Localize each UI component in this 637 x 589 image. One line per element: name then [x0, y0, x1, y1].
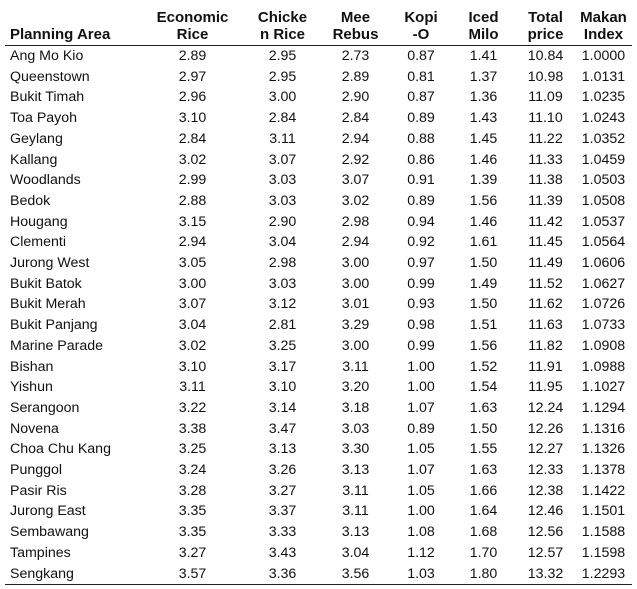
cell-chicken-rice: 3.47 [268, 420, 297, 437]
cell-economic-rice: 2.97 [178, 68, 207, 85]
cell-chicken-rice: 3.13 [268, 441, 297, 458]
cell-mee-rebus: 3.07 [341, 172, 370, 189]
table-row [5, 253, 632, 274]
column-header-line2: Planning Area [10, 26, 111, 43]
table-header [5, 3, 632, 46]
cell-kopi-o: 0.98 [407, 317, 435, 334]
column-header-kopi-o [391, 3, 451, 46]
header-row [5, 3, 632, 46]
table-row [5, 377, 632, 398]
cell-area: Choa Chu Kang [10, 441, 111, 458]
cell-area: Bedok [10, 192, 51, 209]
cell-kopi-o: 0.88 [407, 130, 435, 147]
cell-area: Woodlands [10, 172, 81, 189]
cell-area: Sembawang [10, 524, 89, 541]
cell-economic-rice: 2.96 [178, 89, 207, 106]
table-body [5, 46, 632, 585]
cell-total-price: 11.52 [528, 275, 563, 292]
cell-mee-rebus: 3.11 [342, 503, 369, 520]
cell-mee-rebus: 2.89 [341, 68, 370, 85]
cell-mee-rebus: 3.02 [341, 192, 370, 209]
cell-mee-rebus: 2.90 [341, 89, 370, 106]
cell-kopi-o: 1.03 [391, 564, 451, 585]
cell-mee-rebus: 3.01 [341, 296, 370, 313]
cell-mee-rebus: 3.13 [341, 462, 370, 479]
cell-area: Toa Payoh [10, 110, 78, 127]
cell-mee-rebus: 2.73 [341, 48, 370, 64]
cell-iced-milo: 1.63 [469, 462, 498, 479]
cell-kopi-o: 0.93 [407, 296, 435, 313]
cell-chicken-rice: 3.37 [268, 503, 297, 520]
cell-makan-index: 1.1027 [581, 379, 626, 396]
cell-economic-rice: 3.22 [178, 399, 207, 416]
cell-iced-milo: 1.49 [469, 275, 498, 292]
cell-total-price: 13.32 [516, 564, 575, 585]
price-table-container [5, 3, 632, 585]
table-row [5, 419, 632, 440]
cell-chicken-rice: 2.90 [268, 213, 297, 230]
cell-kopi-o: 0.87 [407, 48, 435, 64]
column-header-makan-index [575, 3, 632, 46]
cell-total-price: 10.84 [527, 48, 564, 64]
cell-total-price: 11.91 [528, 358, 563, 375]
cell-chicken-rice: 3.03 [268, 192, 297, 209]
cell-makan-index: 1.0243 [581, 110, 626, 127]
cell-iced-milo: 1.70 [469, 544, 498, 561]
table-row [5, 170, 632, 191]
cell-total-price: 11.82 [528, 337, 563, 354]
cell-makan-index: 1.1588 [581, 524, 626, 541]
cell-iced-milo: 1.45 [469, 130, 498, 147]
cell-iced-milo: 1.36 [469, 89, 498, 106]
cell-kopi-o: 0.89 [407, 420, 435, 437]
column-header-line2: Milo [468, 26, 499, 43]
cell-total-price: 12.57 [527, 544, 564, 561]
column-header-line1 [10, 9, 140, 26]
cell-chicken-rice: 3.25 [268, 337, 297, 354]
cell-total-price: 11.95 [528, 379, 563, 396]
cell-mee-rebus: 3.20 [341, 379, 370, 396]
cell-economic-rice: 3.02 [178, 337, 207, 354]
table-row [5, 232, 632, 253]
cell-total-price: 11.10 [528, 110, 563, 127]
cell-kopi-o: 0.99 [407, 275, 435, 292]
cell-makan-index: 1.0988 [581, 358, 626, 375]
cell-kopi-o: 0.89 [407, 110, 435, 127]
cell-total-price: 12.24 [527, 399, 564, 416]
column-header-line1: Chicke [257, 9, 308, 26]
cell-makan-index: 1.0564 [581, 234, 626, 251]
cell-makan-index: 1.2293 [575, 564, 632, 585]
table-row [5, 315, 632, 336]
cell-makan-index: 1.1378 [581, 462, 626, 479]
cell-iced-milo: 1.50 [469, 296, 498, 313]
cell-kopi-o: 1.05 [407, 482, 435, 499]
cell-chicken-rice: 3.04 [268, 234, 297, 251]
cell-kopi-o: 1.00 [407, 379, 435, 396]
cell-mee-rebus: 3.18 [341, 399, 370, 416]
cell-kopi-o: 0.81 [407, 68, 435, 85]
table-row [5, 67, 632, 88]
cell-mee-rebus: 3.29 [341, 317, 370, 334]
cell-total-price: 11.63 [528, 317, 563, 334]
cell-economic-rice: 3.25 [178, 441, 207, 458]
cell-total-price: 11.33 [528, 151, 563, 168]
column-header-line2: -O [412, 26, 430, 43]
cell-mee-rebus: 2.84 [341, 110, 370, 127]
cell-mee-rebus: 3.00 [341, 337, 370, 354]
cell-area: Hougang [10, 213, 68, 230]
column-header-chicken-rice [245, 3, 320, 46]
cell-makan-index: 1.1326 [581, 441, 626, 458]
cell-area: Marine Parade [10, 337, 104, 354]
cell-total-price: 12.46 [527, 503, 564, 520]
cell-mee-rebus: 2.98 [341, 213, 370, 230]
cell-area: Serangoon [10, 399, 80, 416]
column-header-line2: Rebus [332, 26, 379, 43]
cell-economic-rice: 3.15 [178, 213, 207, 230]
cell-total-price: 12.56 [527, 524, 564, 541]
cell-chicken-rice: 2.98 [268, 255, 297, 272]
cell-makan-index: 1.1422 [581, 482, 626, 499]
cell-economic-rice: 2.99 [178, 172, 207, 189]
cell-area: Tampines [10, 544, 71, 561]
cell-iced-milo: 1.41 [469, 48, 498, 64]
cell-area: Novena [10, 420, 59, 437]
cell-kopi-o: 0.97 [407, 255, 435, 272]
table-row [5, 336, 632, 357]
cell-economic-rice: 2.88 [178, 192, 207, 209]
cell-iced-milo: 1.56 [469, 337, 498, 354]
cell-economic-rice: 3.38 [178, 420, 207, 437]
cell-iced-milo: 1.56 [469, 192, 498, 209]
cell-iced-milo: 1.63 [469, 399, 498, 416]
cell-mee-rebus: 3.00 [341, 255, 370, 272]
cell-kopi-o: 1.00 [407, 358, 435, 375]
cell-mee-rebus: 2.92 [341, 151, 370, 168]
cell-total-price: 11.45 [528, 234, 563, 251]
column-header-line2: Index [583, 26, 624, 43]
table-row [5, 129, 632, 150]
cell-area: Punggol [10, 462, 63, 479]
column-header-mee-rebus [320, 3, 391, 46]
column-header-line1: Kopi [404, 9, 438, 26]
price-table [5, 3, 632, 585]
cell-kopi-o: 0.99 [407, 337, 435, 354]
cell-kopi-o: 0.89 [407, 192, 435, 209]
cell-chicken-rice: 2.95 [268, 48, 297, 64]
cell-kopi-o: 1.05 [407, 441, 435, 458]
cell-area: Pasir Ris [10, 482, 67, 499]
cell-total-price: 11.62 [528, 296, 563, 313]
cell-economic-rice: 2.94 [178, 234, 207, 251]
cell-makan-index: 1.0627 [581, 275, 626, 292]
cell-kopi-o: 1.08 [407, 524, 435, 541]
cell-kopi-o: 1.12 [407, 544, 435, 561]
cell-makan-index: 1.1316 [581, 420, 626, 437]
cell-total-price: 12.33 [527, 462, 564, 479]
cell-area: Bukit Batok [10, 275, 82, 292]
cell-economic-rice: 2.89 [178, 48, 207, 64]
table-row [5, 274, 632, 295]
table-row [5, 522, 632, 543]
cell-iced-milo: 1.46 [469, 151, 498, 168]
cell-economic-rice: 3.35 [178, 503, 207, 520]
cell-area: Yishun [10, 379, 53, 396]
column-header-line1: Total [528, 9, 563, 26]
cell-chicken-rice: 3.12 [268, 296, 297, 313]
cell-economic-rice: 3.07 [178, 296, 207, 313]
cell-economic-rice: 3.27 [178, 544, 207, 561]
cell-iced-milo: 1.61 [469, 234, 498, 251]
cell-economic-rice: 3.11 [179, 379, 206, 396]
cell-economic-rice: 3.10 [178, 358, 207, 375]
cell-total-price: 12.38 [527, 482, 564, 499]
cell-economic-rice: 3.57 [140, 564, 245, 585]
cell-iced-milo: 1.54 [469, 379, 498, 396]
cell-area: Clementi [10, 234, 66, 251]
cell-mee-rebus: 2.94 [341, 234, 370, 251]
cell-chicken-rice: 3.03 [268, 275, 297, 292]
column-header-line1: Mee [340, 9, 371, 26]
cell-kopi-o: 1.00 [407, 503, 435, 520]
column-header-line2: Rice [176, 26, 209, 43]
cell-area: Geylang [10, 130, 63, 147]
cell-economic-rice: 3.10 [178, 110, 207, 127]
cell-chicken-rice: 3.10 [268, 379, 297, 396]
cell-chicken-rice: 3.33 [268, 524, 297, 541]
cell-total-price: 11.42 [528, 213, 563, 230]
cell-economic-rice: 3.35 [178, 524, 207, 541]
cell-mee-rebus: 3.30 [341, 441, 370, 458]
cell-economic-rice: 3.28 [178, 482, 207, 499]
cell-economic-rice: 3.24 [178, 462, 207, 479]
cell-iced-milo: 1.52 [469, 358, 498, 375]
cell-area: Sengkang [5, 564, 140, 585]
cell-area: Kallang [10, 151, 58, 168]
table-row [5, 46, 632, 67]
cell-mee-rebus: 3.00 [341, 275, 370, 292]
cell-chicken-rice: 3.27 [268, 482, 297, 499]
cell-economic-rice: 3.05 [178, 255, 207, 272]
cell-mee-rebus: 3.04 [341, 544, 370, 561]
cell-chicken-rice: 3.36 [245, 564, 320, 585]
cell-total-price: 11.49 [528, 255, 563, 272]
table-row [5, 501, 632, 522]
cell-iced-milo: 1.43 [469, 110, 498, 127]
column-header-line2: n Rice [259, 26, 305, 43]
table-row [5, 87, 632, 108]
cell-chicken-rice: 3.11 [269, 130, 296, 147]
cell-economic-rice: 3.02 [178, 151, 207, 168]
cell-mee-rebus: 3.13 [341, 524, 370, 541]
cell-total-price: 11.38 [528, 172, 563, 189]
cell-mee-rebus: 3.56 [320, 564, 391, 585]
cell-kopi-o: 0.87 [407, 89, 435, 106]
column-header-area [5, 3, 140, 46]
cell-makan-index: 1.0352 [581, 130, 626, 147]
table-row [5, 564, 632, 585]
column-header-line1: Iced [468, 9, 499, 26]
cell-chicken-rice: 3.03 [268, 172, 297, 189]
table-row [5, 398, 632, 419]
cell-area: Jurong East [10, 503, 86, 520]
table-row [5, 191, 632, 212]
cell-chicken-rice: 3.07 [268, 151, 297, 168]
cell-makan-index: 1.1501 [581, 503, 626, 520]
table-row [5, 543, 632, 564]
cell-mee-rebus: 3.11 [342, 482, 369, 499]
cell-area: Jurong West [10, 255, 90, 272]
column-header-line2: price [527, 26, 564, 43]
column-header-line1: Makan [580, 9, 627, 26]
cell-total-price: 12.26 [527, 420, 564, 437]
cell-makan-index: 1.0459 [581, 151, 626, 168]
cell-iced-milo: 1.46 [469, 213, 498, 230]
cell-area: Bishan [10, 358, 54, 375]
cell-kopi-o: 0.94 [407, 213, 435, 230]
cell-economic-rice: 3.04 [178, 317, 207, 334]
cell-makan-index: 1.1598 [581, 544, 626, 561]
cell-iced-milo: 1.50 [469, 255, 498, 272]
cell-chicken-rice: 3.00 [268, 89, 297, 106]
cell-area: Bukit Panjang [10, 317, 98, 334]
cell-iced-milo: 1.50 [469, 420, 498, 437]
cell-chicken-rice: 2.95 [268, 68, 297, 85]
cell-makan-index: 1.1294 [581, 399, 626, 416]
cell-makan-index: 1.0537 [581, 213, 626, 230]
column-header-iced-milo [451, 3, 516, 46]
column-header-line1: Economic [156, 9, 229, 26]
cell-iced-milo: 1.66 [469, 482, 498, 499]
cell-chicken-rice: 3.17 [268, 358, 297, 375]
table-row [5, 150, 632, 171]
cell-iced-milo: 1.55 [469, 441, 498, 458]
cell-makan-index: 1.0508 [581, 192, 626, 209]
cell-makan-index: 1.0606 [581, 255, 626, 272]
cell-area: Bukit Timah [10, 89, 85, 106]
cell-area: Ang Mo Kio [10, 48, 84, 64]
cell-chicken-rice: 3.43 [268, 544, 297, 561]
cell-area: Queenstown [10, 68, 90, 85]
cell-makan-index: 1.0000 [581, 48, 626, 64]
cell-iced-milo: 1.51 [469, 317, 498, 334]
cell-iced-milo: 1.80 [451, 564, 516, 585]
cell-kopi-o: 1.07 [407, 399, 435, 416]
column-header-economic-rice [140, 3, 245, 46]
cell-total-price: 11.39 [528, 192, 563, 209]
cell-area: Bukit Merah [10, 296, 86, 313]
table-row [5, 108, 632, 129]
cell-kopi-o: 1.07 [407, 462, 435, 479]
cell-makan-index: 1.0503 [581, 172, 626, 189]
cell-total-price: 11.09 [528, 89, 563, 106]
cell-chicken-rice: 3.14 [268, 399, 297, 416]
cell-mee-rebus: 3.03 [341, 420, 370, 437]
cell-iced-milo: 1.68 [469, 524, 498, 541]
column-header-total-price [516, 3, 575, 46]
cell-mee-rebus: 2.94 [341, 130, 370, 147]
cell-total-price: 12.27 [527, 441, 564, 458]
cell-kopi-o: 0.91 [407, 172, 435, 189]
cell-chicken-rice: 2.81 [268, 317, 297, 334]
cell-iced-milo: 1.39 [469, 172, 498, 189]
cell-kopi-o: 0.92 [407, 234, 435, 251]
cell-iced-milo: 1.37 [469, 68, 498, 85]
cell-total-price: 10.98 [527, 68, 564, 85]
cell-mee-rebus: 3.11 [342, 358, 369, 375]
table-row [5, 294, 632, 315]
table-row [5, 439, 632, 460]
cell-makan-index: 1.0908 [581, 337, 626, 354]
cell-makan-index: 1.0733 [581, 317, 626, 334]
cell-economic-rice: 2.84 [178, 130, 207, 147]
cell-makan-index: 1.0131 [581, 68, 626, 85]
cell-kopi-o: 0.86 [407, 151, 435, 168]
table-row [5, 212, 632, 233]
table-row [5, 481, 632, 502]
cell-iced-milo: 1.64 [469, 503, 498, 520]
cell-makan-index: 1.0235 [581, 89, 626, 106]
cell-economic-rice: 3.00 [178, 275, 207, 292]
cell-chicken-rice: 3.26 [268, 462, 297, 479]
table-row [5, 460, 632, 481]
cell-total-price: 11.22 [528, 130, 563, 147]
cell-makan-index: 1.0726 [581, 296, 626, 313]
table-row [5, 357, 632, 378]
cell-chicken-rice: 2.84 [268, 110, 297, 127]
